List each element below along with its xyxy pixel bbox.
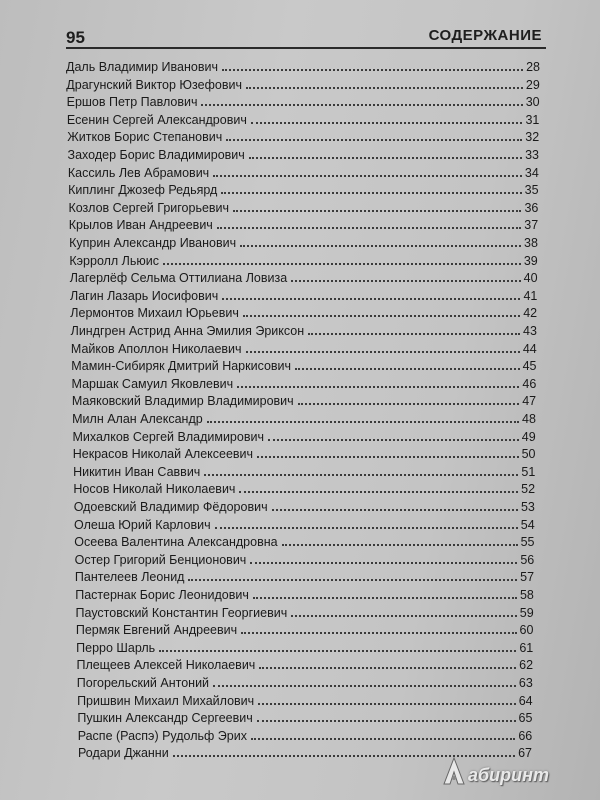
toc-entry [72,373,537,391]
toc-entry [69,214,538,232]
toc-entry [67,109,539,127]
toc-leader-dots [257,720,516,722]
toc-entry-page: 65 [518,711,533,726]
toc-entry-page: 37 [524,218,539,233]
toc-entry [75,584,534,602]
toc-entry [77,707,532,725]
toc-entry [70,302,537,320]
toc-entry [76,619,534,637]
toc-entry-name: Ершов Петр Павлович [66,95,198,110]
toc-leader-dots [268,439,519,441]
toc-leader-dots [217,227,521,229]
toc-entry-name: Михалков Сергей Владимирович [72,429,264,444]
toc-entry-name: Осеева Валентина Александровна [74,535,278,550]
page-number: 95 [66,28,85,47]
toc-leader-dots [201,104,522,106]
toc-entry [71,320,537,338]
toc-entry-page: 48 [522,412,536,426]
toc-entry [74,496,535,514]
toc-entry-page: 40 [523,271,538,286]
toc-entry-page: 61 [519,640,534,655]
toc-entry-page: 34 [524,165,539,180]
toc-entry [72,426,535,444]
toc-leader-dots [207,421,519,423]
toc-entry [71,338,537,356]
toc-entry [77,690,533,708]
toc-entry-name: Пермяк Евгений Андреевич [75,623,238,638]
toc-leader-dots [253,597,517,599]
toc-entry-name: Одоевский Владимир Фёдорович [73,500,268,514]
section-title: СОДЕРЖАНИЕ [428,27,542,44]
toc-entry-page: 64 [518,693,533,708]
toc-entry-name: Кассиль Лев Абрамович [67,165,210,180]
toc-entry [69,250,537,268]
toc-entry-name: Линдгрен Астрид Анна Эмилия Эриксон [70,324,305,338]
toc-leader-dots [213,175,522,177]
toc-leader-dots [188,579,517,581]
toc-entry-name: Носов Николай Николаевич [73,482,236,497]
toc-entry-name: Киплинг Джозеф Редьярд [68,183,218,198]
toc-entry-page: 56 [520,552,535,567]
toc-entry [73,478,535,496]
toc-entry [70,285,537,303]
toc-entry-page: 50 [521,447,536,462]
toc-entry-page: 49 [521,429,536,444]
toc-entry [67,91,540,109]
toc-leader-dots [246,351,520,353]
toc-leader-dots [215,527,518,529]
toc-entry-page: 54 [520,517,535,532]
toc-leader-dots [159,650,516,652]
toc-leader-dots [237,386,519,388]
toc-entry-page: 46 [522,376,537,391]
toc-entry [77,672,533,690]
watermark [442,754,572,786]
toc-entry-page: 57 [520,570,535,585]
toc-leader-dots [241,632,516,634]
toc-entry-page: 35 [524,183,539,198]
toc-entry [76,654,533,672]
watermark-text: абиринт [468,765,550,785]
toc-entry-page: 51 [521,464,536,479]
toc-leader-dots [221,192,521,194]
toc-entry-name: Плещеев Алексей Николаевич [76,658,256,673]
toc-entry [68,144,539,162]
toc-leader-dots [233,210,521,212]
toc-entry-page: 32 [525,130,540,145]
toc-entry [73,443,536,461]
toc-entry-name: Даль Владимир Иванович [66,60,218,74]
toc-entry-name: Козлов Сергей Григорьевич [68,200,230,215]
toc-entry-page: 47 [522,394,537,409]
toc-leader-dots [295,368,520,370]
toc-leader-dots [240,245,521,247]
toc-leader-dots [291,280,520,282]
toc-entry-page: 67 [518,746,532,761]
toc-entry-page: 58 [519,588,534,602]
toc-entry-page: 38 [524,236,538,250]
toc-entry-name: Некрасов Николай Алексеевич [72,447,254,462]
toc-entry-page: 55 [520,535,535,550]
toc-entry [74,514,535,532]
toc-entry-name: Маяковский Владимир Владимирович [71,394,294,409]
toc-entry [66,56,540,74]
toc-entry [74,531,534,549]
toc-leader-dots [222,298,520,300]
toc-leader-dots [258,703,516,705]
toc-entry-name: Распе (Распэ) Рудольф Эрих [77,728,247,743]
toc-entry-name: Остер Григорий Бенционович [74,552,247,567]
toc-entry-page: 53 [520,500,535,514]
toc-entry-page: 45 [522,359,537,374]
toc-entry-name: Мамин-Сибиряк Дмитрий Наркисович [71,359,292,374]
toc-entry-page: 29 [525,77,540,92]
toc-entry-name: Пушкин Александр Сергеевич [77,711,253,726]
toc-leader-dots [272,509,518,511]
toc-entry [69,232,538,250]
toc-leader-dots [282,544,518,546]
toc-entry-name: Родари Джанни [78,746,169,761]
toc-leader-dots [251,738,515,740]
toc-entry [72,408,536,426]
toc-leader-dots [291,615,517,617]
toc-entry [68,179,538,197]
toc-leader-dots [308,333,520,335]
toc-entry-page: 42 [523,306,538,321]
toc-entry [72,390,536,408]
toc-entry-page: 28 [526,60,540,74]
toc-leader-dots [204,474,518,476]
toc-entry-name: Никитин Иван Саввич [73,464,201,479]
toc-entry [71,355,536,373]
toc-entry-page: 30 [525,95,540,110]
toc-entry [67,126,539,144]
toc-leader-dots [298,403,520,405]
toc-entry [76,602,534,620]
toc-entry [73,461,535,479]
toc-entry-page: 39 [523,253,538,268]
toc-entry [76,637,533,655]
toc-entry-name: Лагин Лазарь Иосифович [70,288,219,303]
toc-entry [68,162,539,180]
labirint-logo-icon [442,756,466,786]
toc-entry-name: Кэрролл Льюис [69,253,159,268]
toc-entry [68,197,538,215]
toc-entry-page: 60 [519,623,534,638]
toc-entry-page: 62 [519,658,534,673]
toc-entry-page: 36 [524,200,539,215]
toc-leader-dots [226,139,522,141]
toc-leader-dots [243,315,520,317]
header-rule [66,47,546,49]
toc-leader-dots [251,122,523,124]
toc-entry-name: Маршак Самуил Яковлевич [71,376,234,391]
toc-leader-dots [163,263,521,265]
toc-entry-page: 52 [521,482,536,497]
toc-entry [75,549,535,567]
toc-entry [78,725,533,743]
toc-entry-page: 31 [525,112,540,127]
toc-leader-dots [257,456,519,458]
toc-entry-name: Житков Борис Степанович [67,130,223,145]
toc-entry [75,566,534,584]
toc-entry [70,267,538,285]
toc-entry-name: Перро Шарль [76,640,156,655]
toc-entry-name: Пантелеев Леонид [74,570,185,585]
toc-leader-dots [249,157,522,159]
toc-entry-name: Паустовский Константин Георгиевич [75,605,288,620]
toc-entry [66,74,540,92]
toc-leader-dots [239,491,518,493]
toc-entry-page: 59 [519,605,534,620]
toc-entry-name: Погорельский Антоний [76,676,210,690]
toc-entry-name: Заходер Борис Владимирович [67,148,245,162]
toc-entry-page: 43 [523,324,537,338]
toc-entry-name: Милн Алан Александр [72,412,203,426]
toc-entry-name: Олеша Юрий Карлович [74,517,211,532]
table-of-contents [0,54,600,774]
toc-entry-name: Пришвин Михаил Михайлович [77,693,255,708]
toc-entry-name: Пастернак Борис Леонидович [75,588,249,602]
toc-entry-name: Лермонтов Михаил Юрьевич [70,306,239,321]
toc-entry-page: 44 [522,341,537,356]
toc-entry-page: 41 [523,288,538,303]
toc-entry-name: Майков Аполлон Николаевич [70,341,242,356]
toc-entry-page: 33 [525,148,539,162]
toc-entry-name: Лагерлёф Сельма Оттилиана Ловиза [69,271,288,286]
toc-leader-dots [222,69,523,71]
toc-leader-dots [250,562,517,564]
toc-leader-dots [259,667,516,669]
toc-leader-dots [213,685,516,687]
toc-entry-name: Крылов Иван Андреевич [68,218,213,233]
toc-entry-page: 66 [518,728,533,743]
toc-entry-name: Куприн Александр Иванович [69,236,237,250]
toc-entry-page: 63 [518,676,533,690]
toc-leader-dots [246,87,523,89]
toc-entry-name: Драгунский Виктор Юзефович [66,77,242,92]
toc-entry-name: Есенин Сергей Александрович [66,112,247,127]
